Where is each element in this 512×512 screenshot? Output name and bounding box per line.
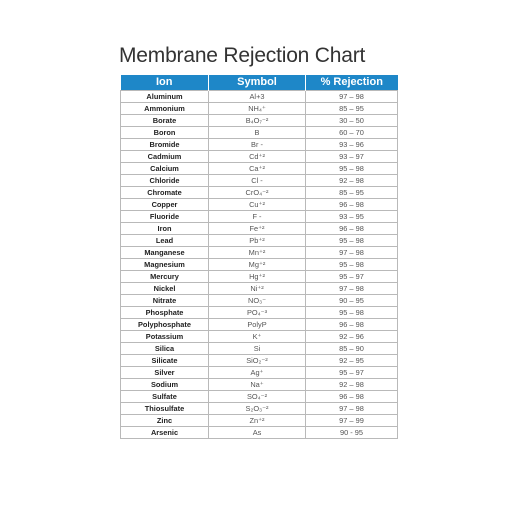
ion-cell: Chloride: [121, 175, 209, 187]
table-row: [121, 115, 398, 127]
rejection-cell: 93 – 97: [306, 151, 398, 163]
symbol-cell: Mg⁺²: [209, 259, 306, 271]
column-header-rejection: % Rejection: [306, 75, 398, 91]
ion-cell: Iron: [121, 223, 209, 235]
rejection-cell: 95 – 97: [306, 271, 398, 283]
symbol-cell: Ca⁺²: [209, 163, 306, 175]
rejection-cell: 90 – 95: [306, 295, 398, 307]
rejection-cell: 92 – 96: [306, 331, 398, 343]
table-row: [121, 283, 398, 295]
table-row: [121, 307, 398, 319]
symbol-cell: SiO₂⁻²: [209, 355, 306, 367]
table-row: [121, 259, 398, 271]
ion-cell: Borate: [121, 115, 209, 127]
table-row: [121, 163, 398, 175]
table-row: [121, 175, 398, 187]
symbol-cell: Zn⁺²: [209, 415, 306, 427]
ion-cell: Aluminum: [121, 91, 209, 103]
table-row: [121, 379, 398, 391]
table-row: [121, 295, 398, 307]
ion-cell: Thiosulfate: [121, 403, 209, 415]
rejection-cell: 92 – 98: [306, 175, 398, 187]
table-row: [121, 367, 398, 379]
symbol-cell: NH₄⁺: [209, 103, 306, 115]
table-row: [121, 343, 398, 355]
symbol-cell: SO₄⁻²: [209, 391, 306, 403]
ion-cell: Boron: [121, 127, 209, 139]
rejection-cell: 97 – 98: [306, 283, 398, 295]
rejection-cell: 96 – 98: [306, 199, 398, 211]
table-row: [121, 211, 398, 223]
table-header-row: [121, 75, 398, 91]
symbol-cell: Al+3: [209, 91, 306, 103]
rejection-cell: 97 – 98: [306, 403, 398, 415]
symbol-cell: Ni⁺²: [209, 283, 306, 295]
rejection-cell: 95 – 97: [306, 367, 398, 379]
rejection-cell: 93 – 95: [306, 211, 398, 223]
ion-cell: Nickel: [121, 283, 209, 295]
rejection-cell: 96 – 98: [306, 223, 398, 235]
table-row: [121, 91, 398, 103]
ion-cell: Nitrate: [121, 295, 209, 307]
ion-cell: Manganese: [121, 247, 209, 259]
column-header-symbol: Symbol: [209, 75, 306, 91]
table-row: [121, 319, 398, 331]
rejection-cell: 90 - 95: [306, 427, 398, 439]
table-row: [121, 103, 398, 115]
rejection-cell: 93 – 96: [306, 139, 398, 151]
symbol-cell: As: [209, 427, 306, 439]
symbol-cell: S₂O₃⁻²: [209, 403, 306, 415]
table-row: [121, 223, 398, 235]
rejection-cell: 97 – 98: [306, 91, 398, 103]
ion-cell: Sulfate: [121, 391, 209, 403]
rejection-table: [120, 75, 398, 439]
rejection-cell: 60 – 70: [306, 127, 398, 139]
table-row: [121, 391, 398, 403]
chart-title: Membrane Rejection Chart: [119, 44, 366, 67]
symbol-cell: Cl -: [209, 175, 306, 187]
symbol-cell: Ag⁺: [209, 367, 306, 379]
table-row: [121, 151, 398, 163]
symbol-cell: B: [209, 127, 306, 139]
symbol-cell: Fe⁺²: [209, 223, 306, 235]
ion-cell: Magnesium: [121, 259, 209, 271]
table-row: [121, 247, 398, 259]
rejection-cell: 95 – 98: [306, 163, 398, 175]
rejection-cell: 85 – 90: [306, 343, 398, 355]
symbol-cell: Mn⁺²: [209, 247, 306, 259]
ion-cell: Calcium: [121, 163, 209, 175]
ion-cell: Cadmium: [121, 151, 209, 163]
table-row: [121, 355, 398, 367]
rejection-cell: 96 – 98: [306, 391, 398, 403]
symbol-cell: F -: [209, 211, 306, 223]
symbol-cell: Br -: [209, 139, 306, 151]
rejection-cell: 97 – 99: [306, 415, 398, 427]
symbol-cell: Cu⁺²: [209, 199, 306, 211]
rejection-cell: 85 – 95: [306, 187, 398, 199]
symbol-cell: NO₃⁻: [209, 295, 306, 307]
table-row: [121, 187, 398, 199]
table-row: [121, 427, 398, 439]
symbol-cell: K⁺: [209, 331, 306, 343]
table-row: [121, 235, 398, 247]
symbol-cell: Na⁺: [209, 379, 306, 391]
rejection-cell: 92 – 98: [306, 379, 398, 391]
ion-cell: Sodium: [121, 379, 209, 391]
rejection-cell: 95 – 98: [306, 307, 398, 319]
ion-cell: Arsenic: [121, 427, 209, 439]
rejection-cell: 95 – 98: [306, 259, 398, 271]
ion-cell: Silver: [121, 367, 209, 379]
ion-cell: Silica: [121, 343, 209, 355]
table-body: [121, 91, 398, 439]
rejection-cell: 92 – 95: [306, 355, 398, 367]
rejection-cell: 97 – 98: [306, 247, 398, 259]
table-row: [121, 415, 398, 427]
rejection-cell: 96 – 98: [306, 319, 398, 331]
rejection-cell: 85 – 95: [306, 103, 398, 115]
ion-cell: Polyphosphate: [121, 319, 209, 331]
rejection-cell: 95 – 98: [306, 235, 398, 247]
symbol-cell: B₄O₇⁻²: [209, 115, 306, 127]
symbol-cell: Hg⁺²: [209, 271, 306, 283]
column-header-ion: Ion: [121, 75, 209, 91]
symbol-cell: CrO₄⁻²: [209, 187, 306, 199]
ion-cell: Ammonium: [121, 103, 209, 115]
ion-cell: Mercury: [121, 271, 209, 283]
ion-cell: Potassium: [121, 331, 209, 343]
symbol-cell: PolyP: [209, 319, 306, 331]
ion-cell: Copper: [121, 199, 209, 211]
ion-cell: Chromate: [121, 187, 209, 199]
ion-cell: Zinc: [121, 415, 209, 427]
ion-cell: Silicate: [121, 355, 209, 367]
symbol-cell: Pb⁺²: [209, 235, 306, 247]
table-row: [121, 331, 398, 343]
ion-cell: Bromide: [121, 139, 209, 151]
ion-cell: Lead: [121, 235, 209, 247]
ion-cell: Fluoride: [121, 211, 209, 223]
symbol-cell: Si: [209, 343, 306, 355]
symbol-cell: PO₄⁻³: [209, 307, 306, 319]
table-row: [121, 139, 398, 151]
ion-cell: Phosphate: [121, 307, 209, 319]
rejection-cell: 30 – 50: [306, 115, 398, 127]
symbol-cell: Cd⁺²: [209, 151, 306, 163]
table-row: [121, 127, 398, 139]
table-row: [121, 199, 398, 211]
table-row: [121, 403, 398, 415]
table-row: [121, 271, 398, 283]
